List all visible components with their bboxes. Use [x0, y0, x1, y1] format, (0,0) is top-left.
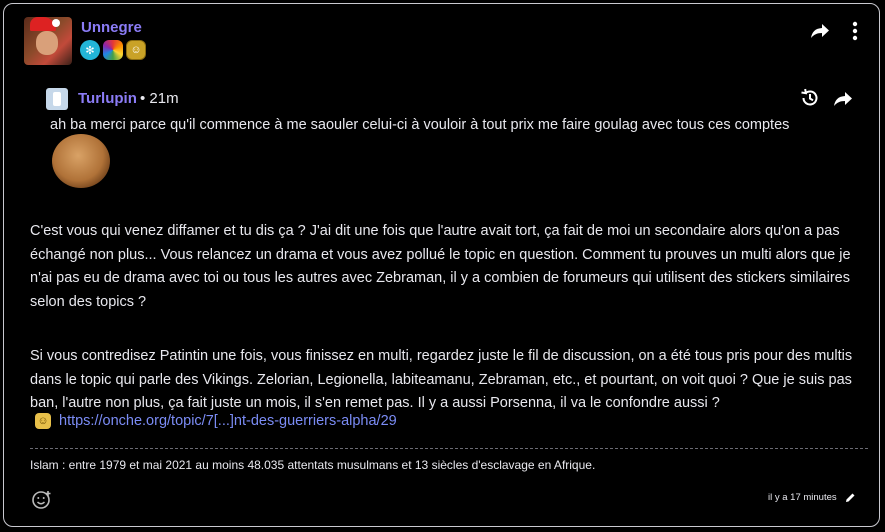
- quote-author-avatar[interactable]: [46, 88, 68, 110]
- rainbow-badge-icon[interactable]: [103, 40, 123, 60]
- signature-divider: [30, 448, 868, 449]
- edit-pencil-icon[interactable]: [845, 492, 856, 503]
- more-options-icon[interactable]: [850, 21, 860, 41]
- share-icon[interactable]: [810, 22, 830, 40]
- gold-smiley-badge-icon[interactable]: ☺: [126, 40, 146, 60]
- snowflake-badge-icon[interactable]: ✻: [80, 40, 100, 60]
- smiley-emoji-icon: ☺: [35, 413, 51, 429]
- quote-share-icon[interactable]: [833, 90, 853, 108]
- post-paragraph-2: Si vous contredisez Patintin une fois, vous finissez en multi, regardez juste le fil de discussion, on a été tous pris pour des multis dans le topic qui parle des Vikings. Zelorian, Legionella, labiteamanu, Zebraman, etc., et pourtant, on voit quoi ? Que je suis pas ban, l'autre non plus, ça fait juste un mois, il s'en remet pas. Il y a aussi Porsenna, il va le confondre aussi ?: [30, 348, 853, 411]
- signature-text: Islam : entre 1979 et mai 2021 au moins 48.035 attentats musulmans et 13 siècles d'esclavage en Afrique.: [30, 458, 596, 472]
- topic-link[interactable]: https://onche.org/topic/7[...]nt-des-guerriers-alpha/29: [59, 413, 397, 429]
- quote-author-username[interactable]: Turlupin: [78, 90, 137, 107]
- author-badges: [80, 40, 146, 60]
- quote-text: ah ba merci parce qu'il commence à me saouler celui-ci à vouloir à tout prix me faire goulag avec tous ces comptes: [50, 117, 790, 133]
- cat-sticker-image: [52, 134, 110, 188]
- link-row: [35, 413, 397, 429]
- edited-timestamp: il y a 17 minutes: [768, 492, 837, 503]
- quote-timestamp: • 21m: [140, 90, 179, 107]
- author-avatar[interactable]: [24, 17, 72, 65]
- author-username[interactable]: Unnegre: [81, 19, 142, 36]
- history-icon[interactable]: [800, 88, 820, 108]
- post-paragraph-1: C'est vous qui venez diffamer et tu dis ça ? J'ai dit une fois que l'autre avait tort, ça fait de moi un secondaire alors qu'on a pas échangé non plus... Vous relancez un drama et vous avez pollué le topic en question. Comment tu prouves un multi alors que je n'ai pas eu de drama avec toi ou tous les autres avec Zebraman, il y a combien de forumeurs qui utilisent des stickers similaires selon des topics ?: [30, 223, 851, 310]
- add-reaction-icon[interactable]: [31, 489, 53, 511]
